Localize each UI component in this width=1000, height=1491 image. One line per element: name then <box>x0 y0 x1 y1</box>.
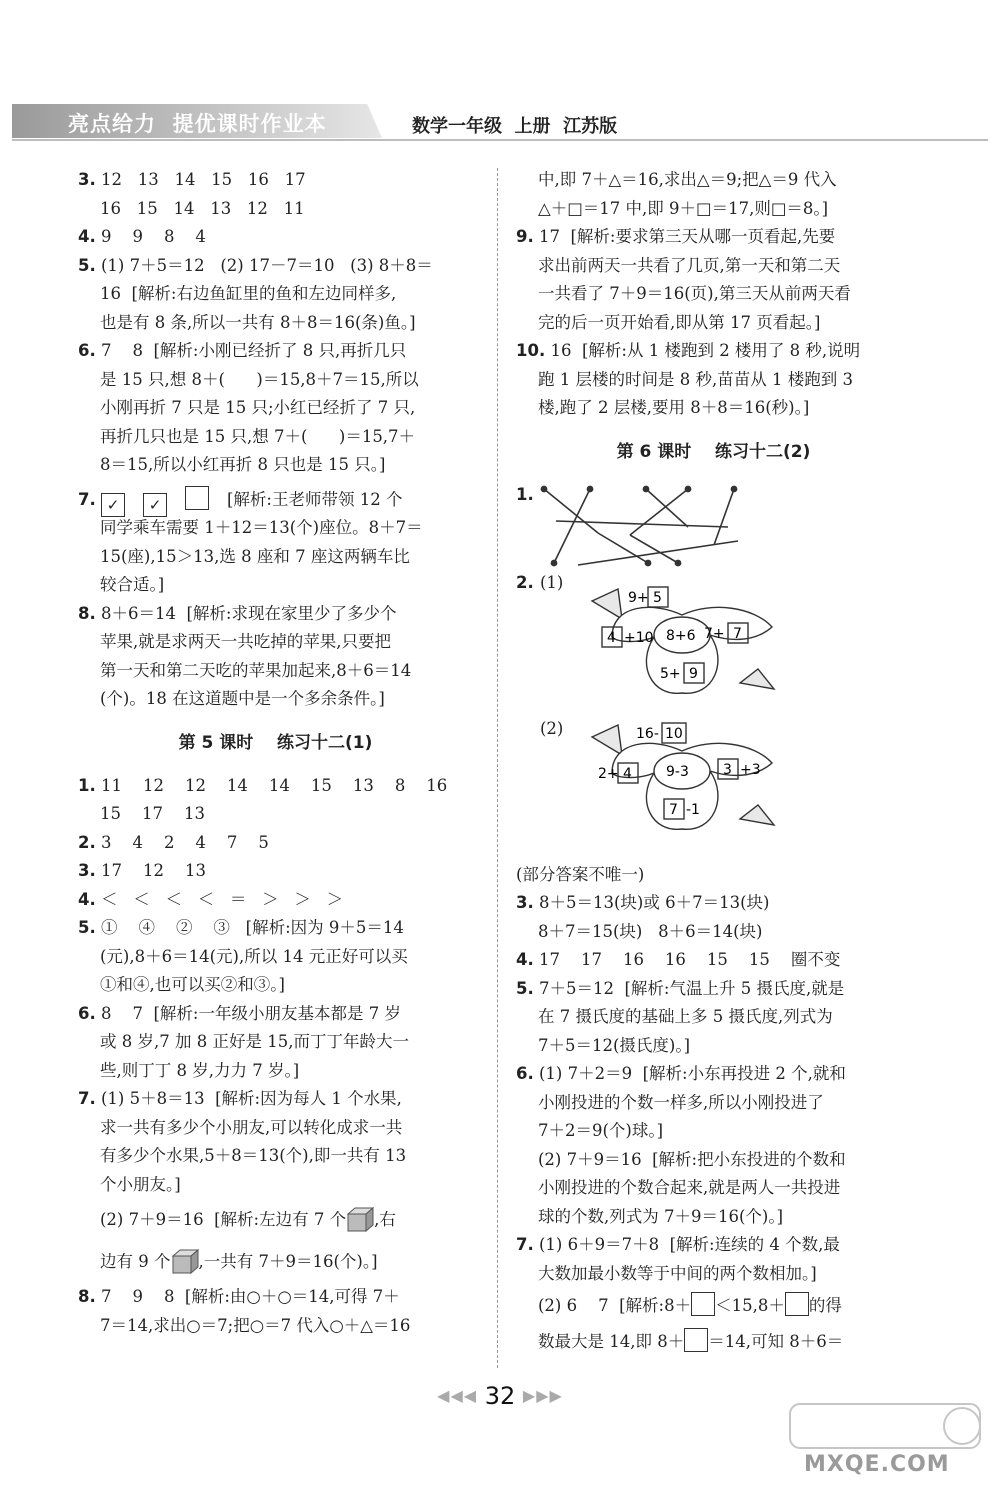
flower2-top-text: 16- <box>636 725 659 742</box>
answer-4: 4. 9 9 8 4 <box>78 227 206 246</box>
note-not-unique: (部分答案不唯一) <box>516 864 645 884</box>
flower1-left-box: 4 <box>607 629 616 646</box>
flower1-center: 8+6 <box>666 627 696 644</box>
left-arrows-icon: ◀◀◀ <box>437 1386 478 1405</box>
answer-5: 5. (1) 7＋5＝12 (2) 17－7＝10 (3) 8＋8＝ 16 [解析:右边鱼缸里的鱼和左边同样多, 也是有 8 条,所以一共有 8＋8＝16(条)鱼。] <box>78 255 433 332</box>
lesson6-answer-6: 6. (1) 7＋2＝9 [解析:小东再投进 2 个,就和 小刚投进的个数一样多,所以小刚投进了 7＋2＝9(个)球。] (2) 7＋9＝16 [解析:把小东投进的个数和 小刚投进的个数合起来,就是两人一共投进 球的个数,列式为 7＋9＝16(个)。] <box>516 1064 846 1226</box>
left-column <box>78 166 473 1340</box>
page-number: 32 <box>484 1382 516 1410</box>
lesson5-answer-8: 8. 7 9 8 [解析:由○＋○＝14,可得 7＋ 7＝14,求出○＝7;把○＝7 代入○＋△＝16 <box>78 1287 411 1335</box>
flower2-center: 9-3 <box>666 763 689 780</box>
blank-box <box>785 1292 809 1316</box>
lesson5-answer-9: 9. 17 [解析:要求第三天从哪一页看起,先要 求出前两天一共看了几页,第一天和第二天 一共看了 7＋9＝16(页),第三天从前两天看 完的后一页开始看,即从第 17 页看起。] <box>516 227 851 332</box>
cube-icon <box>346 1206 374 1232</box>
lesson6-answer-5: 5. 7＋5＝12 [解析:气温上升 5 摄氏度,就是 在 7 摄氏度的基础上多 5 摄氏度,列式为 7＋5＝12(摄氏度)。] <box>516 978 845 1055</box>
answer-3: 3. 12 13 14 15 16 17 16 15 14 13 12 11 <box>78 170 306 218</box>
header-rule <box>12 139 988 141</box>
lesson5-answer-10: 10. 16 [解析:从 1 楼跑到 2 楼用了 8 秒,说明 跑 1 层楼的时间是 8 秒,苗苗从 1 楼跑到 3 楼,跑了 2 层楼,要用 8＋8＝16(秒)。] <box>516 341 861 417</box>
flower2-right-box: 3 <box>723 761 732 778</box>
flower1-bottom-box: 9 <box>689 665 698 682</box>
blank-box <box>691 1292 715 1316</box>
flower-diagrams: 2. (1) 9+ 5 4 +10 8+6 7+ 7 5+ 9 (2) 16- 10 2+ 4 9-3 3 +3 7 -1 <box>516 569 911 861</box>
lesson5-answer-4: 4. ＜ ＜ ＜ ＜ ＝ ＞ ＞ ＞ <box>78 889 344 909</box>
lesson6-answer-3: 3. 8＋5＝13(块)或 6＋7＝13(块) 8＋7＝15(块) 8＋6＝14(块) <box>516 893 770 941</box>
flower1-top-text: 9+ <box>628 589 649 606</box>
blank-box <box>684 1328 708 1352</box>
watermark-text: MXQE.COM <box>804 1452 950 1477</box>
lesson5-answer-6: 6. 8 7 [解析:一年级小朋友基本都是 7 岁 或 8 岁,7 加 8 正好是 15,而丁丁年龄大一 些,则丁丁 8 岁,力力 7 岁。] <box>78 1003 409 1080</box>
flower2-left-box: 4 <box>623 765 632 782</box>
cube-icon <box>171 1248 199 1274</box>
lesson5-answer-2: 2. 3 4 2 4 7 5 <box>78 832 269 852</box>
empty-box <box>185 486 209 510</box>
lesson5-answer-7: 7. (1) 5＋8＝13 [解析:因为每人 1 个水果, 求一共有多少个小朋友,可以转化成求一共 有多少个水果,5＋8＝13(个),即一共有 13 个小朋友。] (2) 7＋9＝16 [解析:左边有 7 个 ,右 边有 9 个 ,一共有 7＋9＝16(个)。] <box>78 1085 473 1283</box>
lesson6-answer-7: 7. (1) 6＋9＝7＋8 [解析:连续的 4 个数,最 大数加最小数等于中间的两个数相加。] (2) 6 7 [解析:8＋ ＜15,8＋ 的得 数最大是 14,即 8＋ ＝14,可知 8＋6＝ <box>516 1235 844 1351</box>
flower2-top-box: 10 <box>665 725 683 742</box>
flower-2 <box>578 707 788 839</box>
column-divider <box>497 168 498 1368</box>
flower1-left-text: +10 <box>624 629 654 646</box>
flower1-bottom-text: 5+ <box>660 665 681 682</box>
matching-diagram: 1. <box>516 481 911 569</box>
checked-box: ✓ <box>143 493 167 517</box>
flower1-top-box: 5 <box>653 589 662 606</box>
lesson6-answer-4: 4. 17 17 16 16 15 15 圈不变 <box>516 950 841 969</box>
lesson5-answer-8-cont: 中,即 7＋△＝16,求出△＝9;把△＝9 代入 △＋□＝17 中,即 9＋□＝17,则□＝8。] <box>538 170 837 218</box>
book-subtitle: 数学一年级 上册 江苏版 <box>412 116 618 137</box>
flower-1 <box>578 571 788 703</box>
lesson5-answer-5: 5. ① ④ ② ③ [解析:因为 9＋5＝14 (元),8＋6＝14(元),所以 14 元正好可以买 ①和④,也可以买②和③。] <box>78 918 408 994</box>
section-title-lesson-6: 第 6 课时 练习十二(2) <box>616 441 811 462</box>
lesson5-answer-3: 3. 17 12 13 <box>78 861 206 880</box>
flower1-right-box: 7 <box>733 625 742 642</box>
flower2-bottom-box: 7 <box>669 801 678 818</box>
flower2-right-text: +3 <box>740 761 761 778</box>
answer-7: 7. ✓ ✓ [解析:王老师带领 12 个 同学乘车需要 1＋12＝13(个)座位。8＋7＝ 15(座),15＞13,选 8 座和 7 座这两辆车比 较合适。] <box>78 486 473 600</box>
flower1-right-text: 7+ <box>704 625 725 642</box>
right-arrows-icon: ▶▶▶ <box>522 1386 563 1405</box>
lesson5-answer-1: 1. 11 12 12 14 14 15 13 8 16 15 17 13 <box>78 775 448 823</box>
answer-8: 8. 8＋6＝14 [解析:求现在家里少了多少个 苹果,就是求两天一共吃掉的苹果,只要把 第一天和第二天吃的苹果加起来,8＋6＝14 (个)。18 在这道题中是一个多余条件。] <box>78 603 412 708</box>
matching-lines <box>538 481 758 569</box>
flower2-bottom-text: -1 <box>686 801 700 818</box>
section-title-lesson-5: 第 5 课时 练习十二(1) <box>178 732 373 753</box>
right-column <box>516 166 911 1360</box>
book-title: 亮点给力 提优课时作业本 <box>68 112 327 136</box>
answer-6: 6. 7 8 [解析:小刚已经折了 8 只,再折几只 是 15 只,想 8＋( )＝15,8＋7＝15,所以 小刚再折 7 只是 15 只;小红已经折了 7 只, 再折几只也是 15 只,想 7＋( )＝15,7＋ 8＝15,所以小红再折 8 只也是 15 只。] <box>78 341 419 474</box>
flower2-left-text: 2+ <box>598 765 619 782</box>
checked-box: ✓ <box>101 493 125 517</box>
